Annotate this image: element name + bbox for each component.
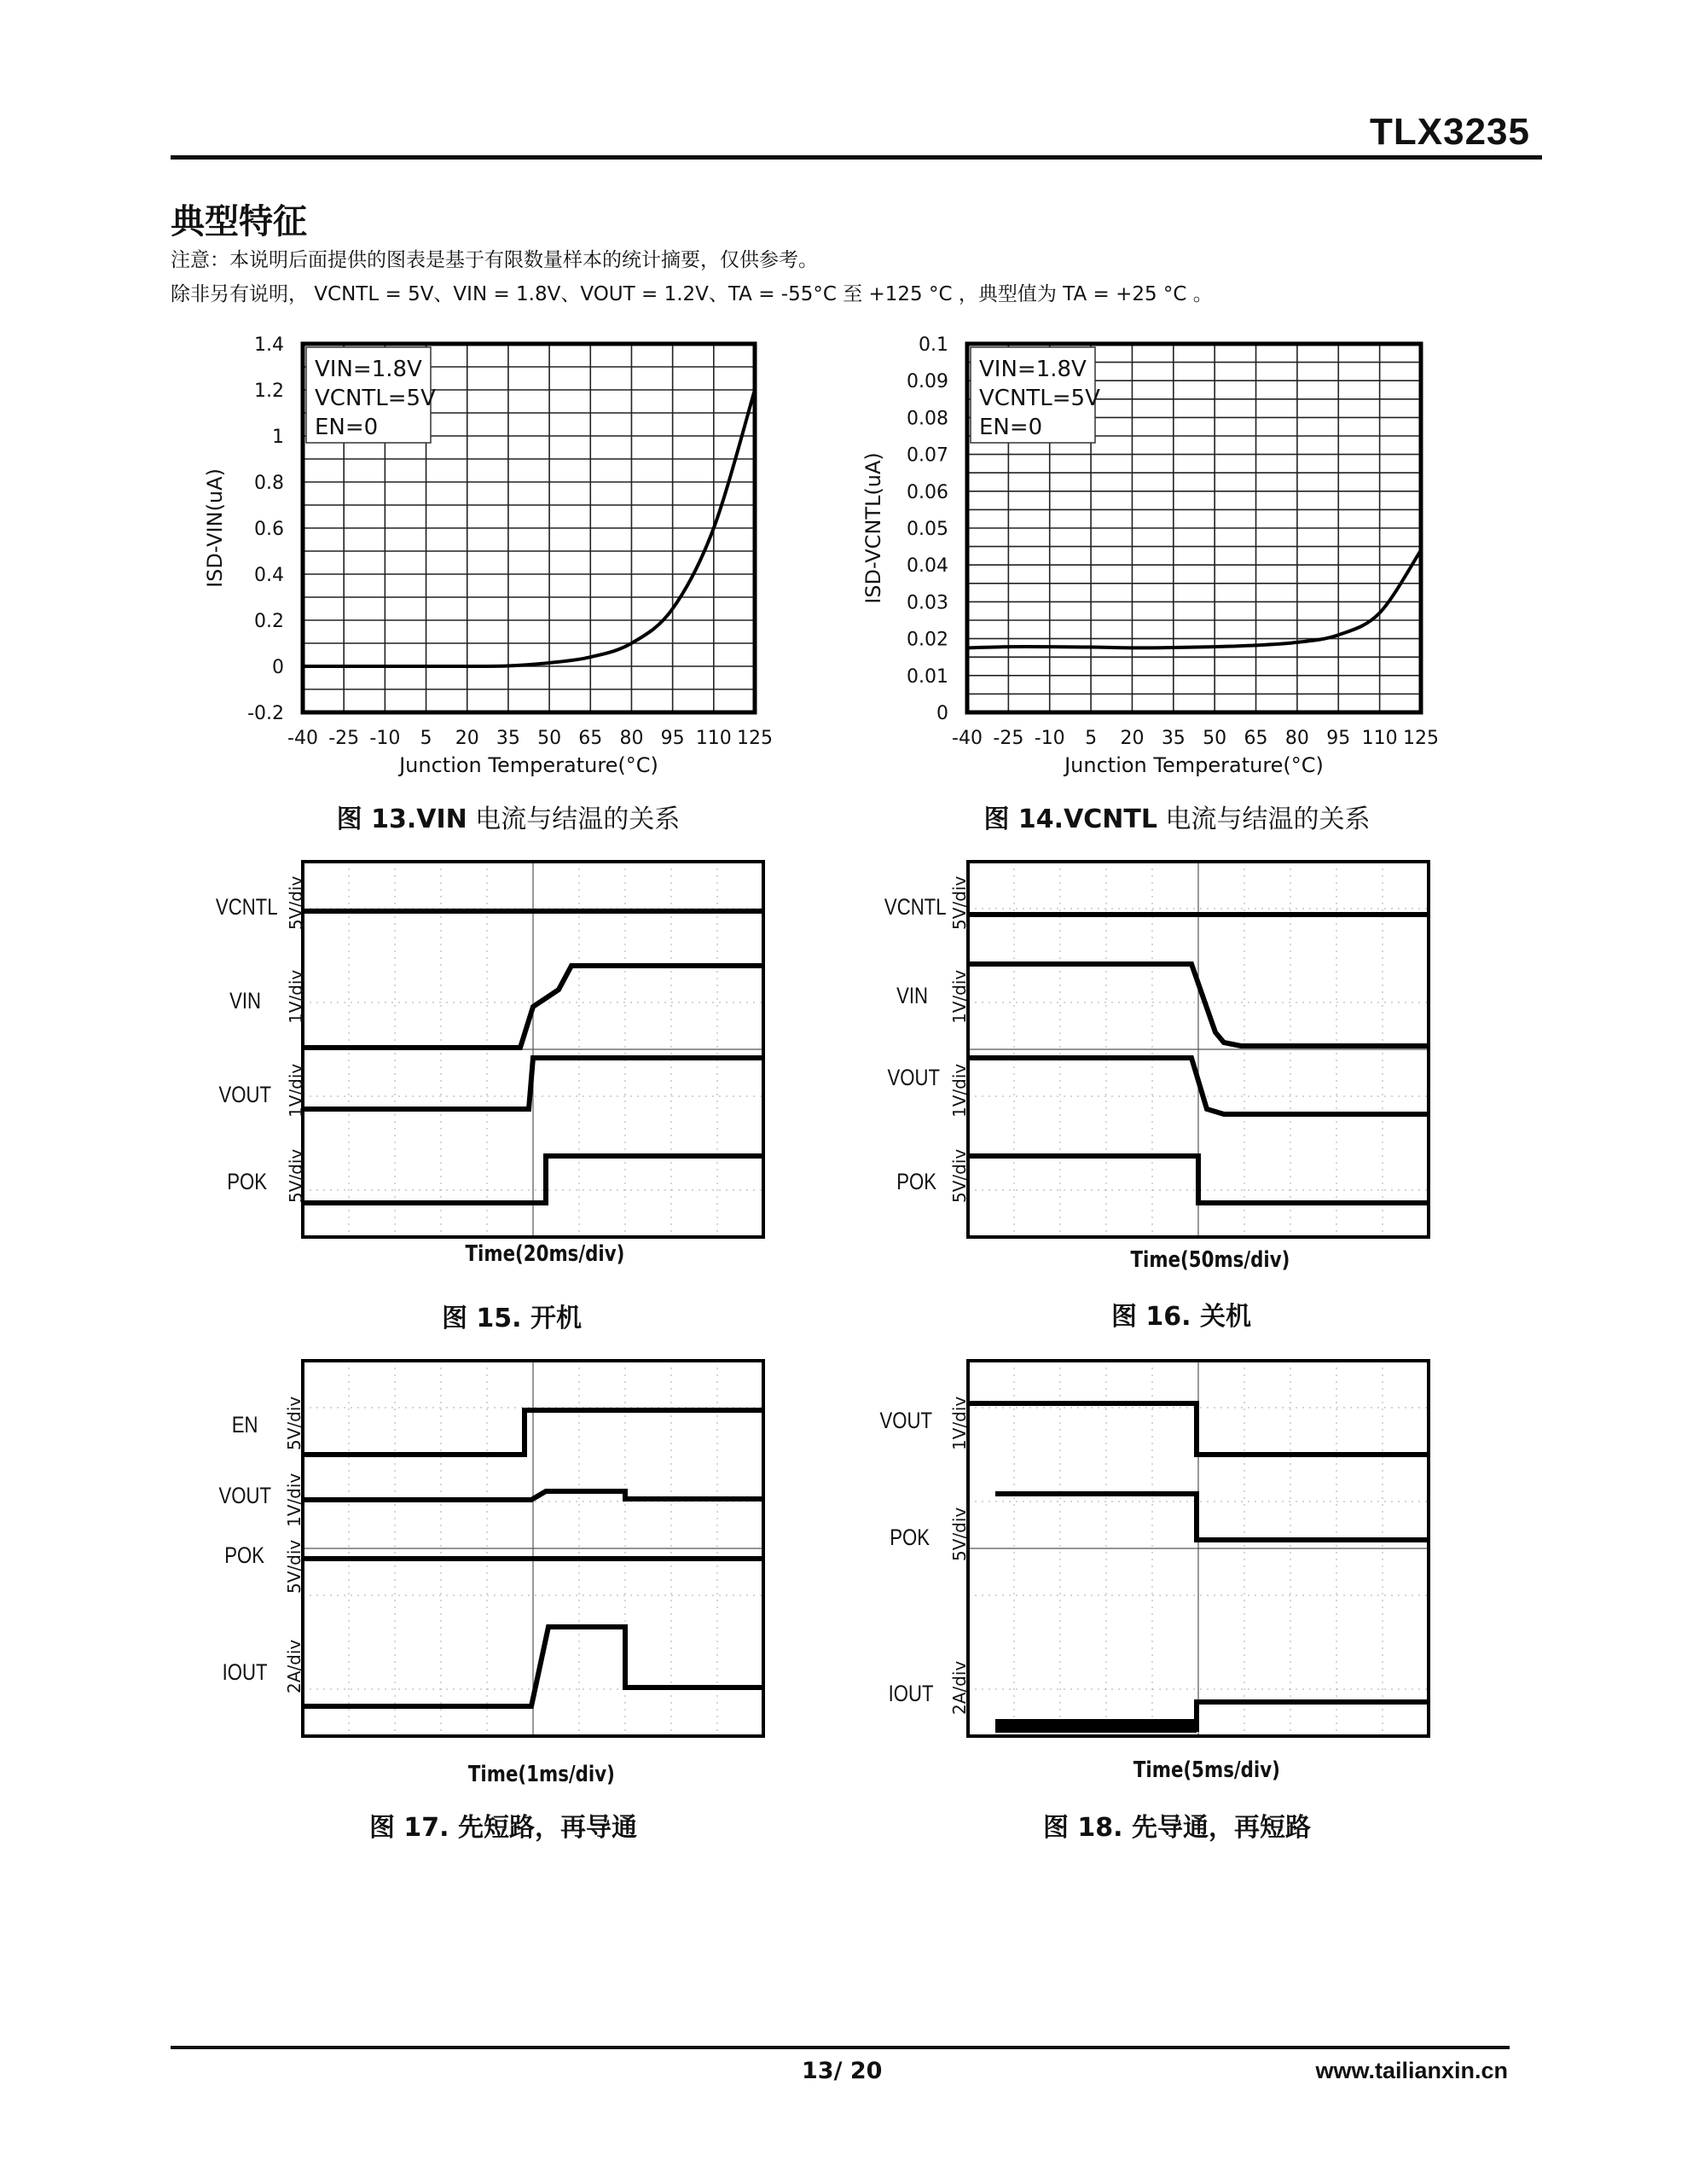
y-tick-label: 1 — [272, 427, 284, 448]
chart-svg — [853, 334, 1467, 781]
signal-label: POK — [227, 1169, 267, 1194]
figure-14-caption — [964, 798, 1390, 835]
signal-label: POK — [890, 1525, 930, 1550]
figure-number: 图 14. — [983, 804, 1064, 834]
x-tick-label: -25 — [328, 728, 360, 749]
scale-label: 1V/div — [949, 1396, 970, 1450]
x-tick-label: 20 — [1120, 728, 1145, 749]
figure-bold: VIN — [416, 804, 467, 834]
legend-entry: VIN=1.8V — [979, 357, 1087, 382]
chart-vcntl-current — [853, 334, 1467, 781]
scope-screen — [968, 1361, 1429, 1736]
footer-rule — [171, 2046, 1510, 2049]
figure-18-caption: 图 18. 先导通，再短路 — [1042, 1813, 1312, 1843]
figure-13-caption — [321, 798, 696, 835]
scale-label: 5V/div — [949, 875, 970, 930]
legend-entry: EN=0 — [315, 415, 379, 440]
chart-svg — [188, 334, 785, 781]
y-tick-label: 0.2 — [254, 611, 284, 632]
note-text: 注意：本说明后面提供的图表是基于有限数量样本的统计摘要，仅供参考。 — [171, 249, 818, 271]
x-tick-label: -40 — [287, 728, 318, 749]
x-tick-label: 5 — [1085, 728, 1098, 749]
header-rule — [171, 155, 1542, 160]
section-title: 典型特征 — [171, 202, 307, 241]
y-tick-label: 0.09 — [907, 371, 948, 393]
signal-label: EN — [232, 1412, 258, 1438]
scope-screen — [303, 862, 763, 1237]
y-tick-label: 0.01 — [907, 665, 948, 688]
document-title: TLX3235 — [1370, 111, 1530, 153]
y-tick-label: 0.05 — [907, 519, 948, 540]
conditions-text: 除非另有说明， VCNTL = 5V、VIN = 1.8V、VOUT = 1.2V、TA = -55°C 至 +125 °C ，典型值为 TA = +25 °C 。 — [171, 283, 1213, 305]
signal-label: POK — [224, 1542, 264, 1568]
x-tick-label: 95 — [660, 728, 685, 749]
chart-vin-current — [188, 334, 785, 781]
y-tick-label: 0.1 — [919, 334, 948, 356]
scale-label: 2A/div — [949, 1660, 970, 1715]
time-axis-label: Time(20ms/div) — [465, 1241, 625, 1267]
x-tick-label: -25 — [993, 728, 1024, 749]
y-tick-label: 1.2 — [254, 380, 284, 402]
scale-label: 1V/div — [286, 969, 306, 1024]
y-axis-label: ISD-VIN(uA) — [203, 468, 227, 588]
scale-label: 5V/div — [286, 875, 306, 930]
x-tick-label: 50 — [1203, 728, 1227, 749]
figure-text: 电流与结温的关系 — [467, 804, 681, 834]
signal-label: VOUT — [879, 1408, 932, 1433]
y-axis-label: ISD-VCNTL(uA) — [861, 452, 885, 604]
y-tick-label: 0.8 — [254, 473, 284, 494]
y-tick-label: 0.6 — [254, 519, 284, 540]
x-tick-label: 50 — [537, 728, 562, 749]
scale-label: 5V/div — [284, 1539, 304, 1594]
x-tick-label: 110 — [1361, 728, 1398, 749]
legend-entry: EN=0 — [979, 415, 1043, 440]
figure-17-caption: 图 17. 先短路，再导通 — [368, 1813, 638, 1843]
scale-label: 5V/div — [949, 1507, 970, 1561]
y-tick-label: 1.4 — [254, 334, 284, 356]
signal-label: VOUT — [218, 1082, 271, 1107]
time-axis-label: Time(5ms/div) — [1133, 1757, 1280, 1783]
scope-short-then-on — [303, 1361, 763, 1736]
y-tick-label: 0.08 — [907, 408, 948, 430]
scale-label: 5V/div — [949, 1148, 970, 1203]
signal-label: IOUT — [222, 1659, 267, 1685]
x-tick-label: 20 — [455, 728, 479, 749]
x-tick-label: 80 — [1284, 728, 1309, 749]
y-tick-label: 0 — [272, 657, 284, 678]
figure-bold: VCNTL — [1064, 804, 1157, 834]
x-tick-label: 95 — [1326, 728, 1351, 749]
y-tick-label: 0.03 — [907, 592, 948, 614]
y-tick-label: 0.07 — [907, 444, 948, 467]
scope-power-off — [968, 862, 1429, 1237]
figure-16-caption: 图 16. 关机 — [1110, 1302, 1252, 1332]
signal-label: VOUT — [218, 1483, 271, 1508]
scale-label: 2A/div — [284, 1639, 304, 1693]
scale-label: 1V/div — [284, 1472, 304, 1527]
x-tick-label: -10 — [369, 728, 401, 749]
signal-label: VCNTL — [884, 894, 947, 920]
y-tick-label: 0.04 — [907, 555, 948, 578]
signal-label: VIN — [896, 983, 928, 1008]
scope-screen — [968, 862, 1429, 1237]
legend-entry: VIN=1.8V — [315, 357, 422, 382]
page-number: 13/ 20 — [802, 2058, 883, 2084]
scale-label: 1V/div — [949, 969, 970, 1024]
scale-label: 1V/div — [286, 1063, 306, 1118]
x-tick-label: -10 — [1034, 728, 1065, 749]
legend-entry: VCNTL=5V — [315, 386, 436, 411]
x-axis-label: Junction Temperature(°C) — [399, 753, 658, 777]
y-tick-label: -0.2 — [247, 703, 284, 724]
x-tick-label: 65 — [578, 728, 603, 749]
signal-label: IOUT — [888, 1681, 933, 1706]
x-tick-label: 35 — [496, 728, 520, 749]
time-axis-label: Time(50ms/div) — [1130, 1247, 1290, 1273]
x-axis-label: Junction Temperature(°C) — [1064, 753, 1324, 777]
signal-label: VIN — [229, 988, 261, 1014]
x-tick-label: 125 — [1403, 728, 1439, 749]
x-tick-label: 80 — [619, 728, 644, 749]
trace-pok — [968, 1156, 1429, 1203]
x-tick-label: 5 — [420, 728, 432, 749]
y-tick-label: 0.4 — [254, 565, 284, 586]
signal-label: VCNTL — [216, 894, 278, 920]
y-tick-label: 0.02 — [907, 629, 948, 651]
trace-vout — [968, 1403, 1429, 1455]
y-tick-label: 0 — [936, 703, 948, 724]
signal-label: VOUT — [887, 1065, 940, 1090]
scope-screen — [303, 1361, 763, 1736]
scale-label: 5V/div — [284, 1396, 304, 1450]
scope-on-then-short — [968, 1361, 1429, 1736]
x-tick-label: 65 — [1244, 728, 1268, 749]
legend-entry: VCNTL=5V — [979, 386, 1100, 411]
signal-label: POK — [896, 1169, 936, 1194]
time-axis-label: Time(1ms/div) — [467, 1762, 615, 1787]
scale-label: 1V/div — [949, 1063, 970, 1118]
figure-15-caption: 图 15. 开机 — [441, 1304, 583, 1333]
figure-text: 电流与结温的关系 — [1157, 804, 1371, 834]
x-tick-label: -40 — [952, 728, 983, 749]
x-tick-label: 35 — [1161, 728, 1186, 749]
x-tick-label: 125 — [737, 728, 773, 749]
figure-number: 图 13. — [336, 804, 417, 834]
website-link[interactable]: www.tailianxin.cn — [1315, 2058, 1508, 2083]
scale-label: 5V/div — [286, 1148, 306, 1203]
scope-power-on — [303, 862, 763, 1237]
x-tick-label: 110 — [695, 728, 732, 749]
y-tick-label: 0.06 — [907, 481, 948, 503]
